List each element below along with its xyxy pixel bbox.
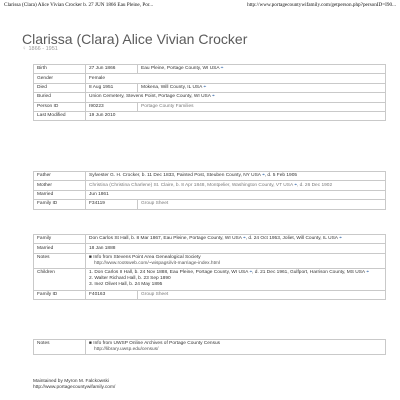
children-label: Children xyxy=(34,269,86,290)
family-married-row xyxy=(34,244,386,253)
birth-row xyxy=(34,65,386,74)
person-id-label: Person ID xyxy=(34,102,86,111)
page-footer xyxy=(33,379,115,391)
parents-family-id-label: Family ID xyxy=(34,200,86,209)
female-symbol-icon: ♀ xyxy=(22,46,27,52)
person-dates-row xyxy=(22,46,58,52)
family-notes-label: Notes xyxy=(34,253,86,268)
father-label: Father xyxy=(34,172,86,181)
parents-married-label: Married xyxy=(34,190,86,199)
source-notes-table xyxy=(33,339,386,355)
bullet-icon: ■ xyxy=(89,254,92,260)
source-notes-url[interactable]: http://library.uwsp.edu/census/ xyxy=(94,347,159,353)
bullet-icon: ■ xyxy=(89,341,92,347)
children-row xyxy=(34,269,386,290)
child-2[interactable]: 2. Walter Richard Hall, b. 23 Sep 1890 xyxy=(89,276,171,282)
family-notes-url[interactable]: http://www.rootsweb.com/~wispagsi/vit-marriage-index.html xyxy=(94,260,220,266)
parents-family-id-value: F34119 xyxy=(86,200,138,209)
father-death: , d. 5 Feb 1905 xyxy=(264,173,298,179)
mother-label: Mother xyxy=(34,181,86,190)
parents-married-row xyxy=(34,190,386,199)
parents-married-value: Jun 1861 xyxy=(86,190,386,199)
person-id-row xyxy=(34,102,386,111)
family-label: Family xyxy=(34,235,86,244)
parents-group-sheet-link[interactable]: Group Sheet xyxy=(138,200,386,209)
birth-date: 27 Jun 1866 xyxy=(86,65,138,74)
parents-family-id-row xyxy=(34,200,386,209)
source-notes-row xyxy=(34,340,386,355)
parents-table xyxy=(33,171,386,210)
family-notes-row xyxy=(34,253,386,268)
buried-place[interactable]: Union Cemetery, Stevens Point, Portage County, WI USA xyxy=(89,94,211,100)
last-modified-row xyxy=(34,111,386,120)
family-notes-text: Info from Stevens Point Area Genealogical Society xyxy=(93,254,201,260)
family-row xyxy=(34,235,386,244)
died-date: 8 Aug 1951 xyxy=(86,83,138,92)
spouse-value[interactable]: Don Carlos St Hall, b. 8 Mar 1867, Eau Pleine, Portage County, WI USA xyxy=(89,236,242,242)
last-modified-value: 19 Jun 2010 xyxy=(86,111,386,120)
children-list xyxy=(86,269,386,290)
map-pin-icon[interactable]: ⌖ xyxy=(243,236,246,242)
map-pin-icon[interactable]: ⌖ xyxy=(339,236,342,242)
person-name: Clarissa (Clara) Alice Vivian Crocker xyxy=(22,31,248,47)
mother-value[interactable]: Christina (Christina Charlene) St. Claire, b. 8 Apr 1848, Montpelier, Washington County, VT USA xyxy=(89,182,293,188)
print-header-url: http://www.portagecountywifamily.com/getperson.php?personID=I90... xyxy=(247,2,396,8)
map-pin-icon[interactable]: ⌖ xyxy=(366,270,369,276)
site-url[interactable]: http://www.portagecountywifamily.com/ xyxy=(33,385,116,390)
died-place[interactable]: Mokena, Will County, IL USA xyxy=(141,84,203,90)
gender-row xyxy=(34,74,386,83)
map-pin-icon[interactable]: ⌖ xyxy=(294,182,297,188)
map-pin-icon[interactable]: ⌖ xyxy=(220,66,224,72)
child-1-line1[interactable]: 1. Don Carlos II Hall, b. 24 Nov 1888, Eau Pleine, Portage County, WI USA xyxy=(89,270,249,276)
buried-row xyxy=(34,93,386,102)
father-row xyxy=(34,172,386,181)
map-pin-icon[interactable]: ⌖ xyxy=(262,173,265,179)
family-id-row xyxy=(34,290,386,299)
child-1-line2: , d. 21 Dec 1961, Gulfport, Harrison County, MS USA xyxy=(252,270,365,276)
buried-label: Buried xyxy=(34,93,86,102)
map-pin-icon[interactable]: ⌖ xyxy=(249,270,253,276)
print-header-title: Clarissa (Clara) Alice Vivian Crocker b. 27 JUN 1866 Eau Pleine, Por... xyxy=(4,2,154,8)
family-married-value: 18 Jan 1888 xyxy=(86,244,386,253)
map-pin-icon[interactable]: ⌖ xyxy=(203,84,207,90)
died-row xyxy=(34,83,386,92)
print-header xyxy=(4,2,396,12)
spouse-death: , d. 24 Oct 1953, Joliet, Will County, IL USA xyxy=(245,236,338,242)
family-group-sheet-link[interactable]: Group Sheet xyxy=(138,290,386,299)
family-table xyxy=(33,234,386,300)
gender-label: Gender xyxy=(34,74,86,83)
personal-facts-table xyxy=(33,64,386,121)
child-3[interactable]: 3. Inez Olivet Hall, b. 24 May 1895 xyxy=(89,282,163,288)
mother-row xyxy=(34,181,386,190)
person-id-value: I90223 xyxy=(86,102,138,111)
tree-name[interactable]: Portage County Families xyxy=(138,102,386,111)
source-notes-label: Notes xyxy=(34,340,86,355)
died-label: Died xyxy=(34,83,86,92)
last-modified-label: Last Modified xyxy=(34,111,86,120)
family-id-label: Family ID xyxy=(34,290,86,299)
family-id-value: F40163 xyxy=(86,290,138,299)
birth-label: Birth xyxy=(34,65,86,74)
source-notes-text: Info from UWSP Online Archives of Portage County Census xyxy=(93,341,221,347)
maintainer-text[interactable]: Maintained by Myron M. Falckowski xyxy=(33,379,109,384)
father-value[interactable]: Sylvester G. H. Crocker, b. 11 Dec 1833, Painted Post, Steuben County, NY USA xyxy=(89,173,261,179)
map-pin-icon[interactable]: ⌖ xyxy=(212,94,215,100)
person-dates: 1866 - 1951 xyxy=(28,46,58,52)
child-item xyxy=(89,282,382,288)
gender-value: Female xyxy=(86,74,386,83)
birth-place[interactable]: Eau Pleine, Portage County, WI USA xyxy=(141,66,220,72)
family-married-label: Married xyxy=(34,244,86,253)
mother-death: , d. 26 Dec 1902 xyxy=(296,182,333,188)
